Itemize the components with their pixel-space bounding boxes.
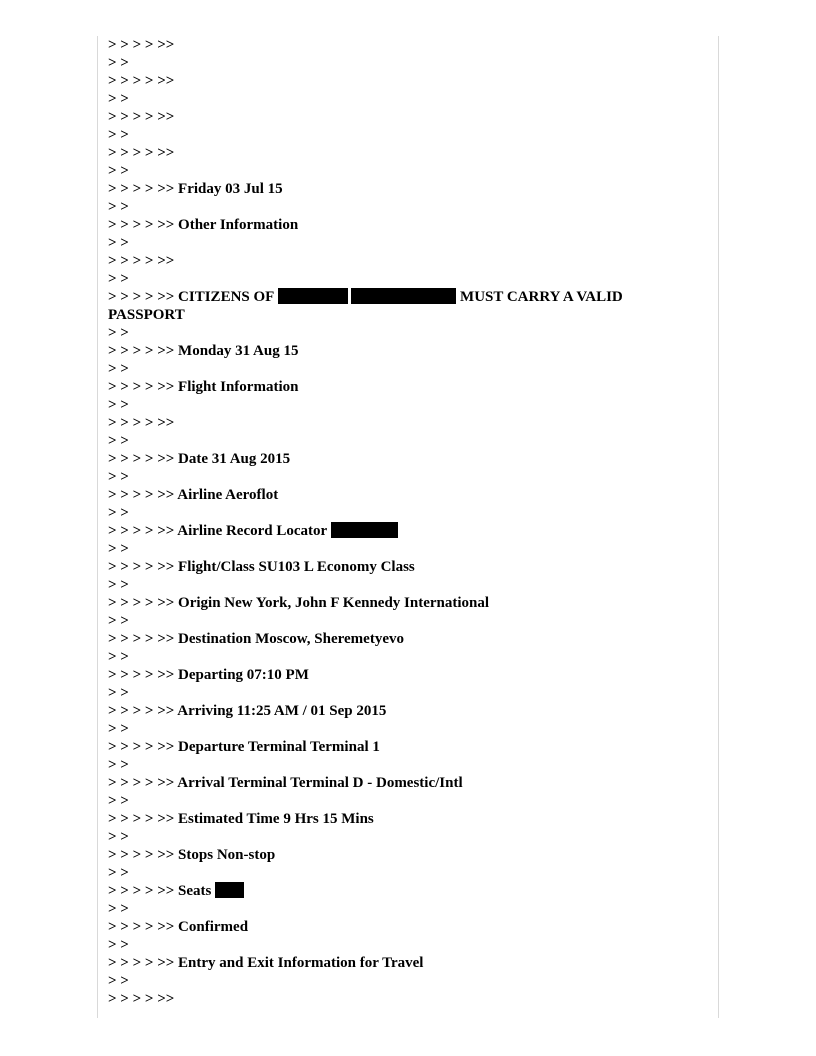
departing: Departing 07:10 PM	[178, 667, 309, 683]
quoted-line	[108, 576, 668, 594]
quoted-line	[108, 756, 668, 774]
quoted-line	[108, 252, 668, 270]
record-locator-label: Airline Record Locator	[177, 523, 327, 539]
destination: Destination Moscow, Sheremetyevo	[178, 631, 404, 647]
flight-date: Date 31 Aug 2015	[178, 451, 291, 467]
stops-line	[108, 846, 668, 864]
quote-marker: > >	[108, 235, 129, 251]
quote-marker: > >	[108, 469, 129, 485]
quote-marker: > >	[108, 163, 129, 179]
quoted-line	[108, 108, 668, 126]
quote-marker: > >	[108, 199, 129, 215]
flight-info-line	[108, 378, 668, 396]
quote-marker: > > > > >>	[108, 595, 175, 611]
citizens-prefix: CITIZENS OF	[178, 289, 274, 305]
stops: Stops Non-stop	[178, 847, 276, 863]
seats-line	[108, 882, 668, 900]
quote-marker: > > > > >>	[108, 217, 175, 233]
flight-class: Flight/Class SU103 L Economy Class	[178, 559, 415, 575]
arriving-line	[108, 702, 668, 720]
quote-marker: > > > > >>	[108, 37, 175, 53]
quote-marker: > > > > >>	[108, 343, 175, 359]
quote-marker: > >	[108, 721, 129, 737]
quote-marker: > > > > >>	[108, 145, 175, 161]
quote-marker: > >	[108, 685, 129, 701]
quote-marker: > > > > >>	[108, 253, 175, 269]
entry-exit-line	[108, 954, 668, 972]
citizens-suffix: MUST CARRY A VALID PASSPORT	[108, 289, 627, 323]
friday-date-line	[108, 180, 668, 198]
quote-marker: > >	[108, 937, 129, 953]
quote-marker: > >	[108, 55, 129, 71]
quote-marker: > > > > >>	[108, 523, 175, 539]
quote-marker: > > > > >>	[108, 883, 175, 899]
quote-marker: > > > > >>	[108, 451, 175, 467]
quote-marker: > >	[108, 865, 129, 881]
quoted-line	[108, 270, 668, 288]
quoted-line	[108, 864, 668, 882]
quote-marker: > >	[108, 361, 129, 377]
arriving: Arriving 11:25 AM / 01 Sep 2015	[177, 703, 387, 719]
quote-marker: > >	[108, 505, 129, 521]
quote-marker: > > > > >>	[108, 415, 175, 431]
quoted-line	[108, 612, 668, 630]
quote-marker: > >	[108, 793, 129, 809]
quoted-line	[108, 54, 668, 72]
quote-marker: > > > > >>	[108, 631, 175, 647]
quoted-line	[108, 972, 668, 990]
quote-marker: > > > > >>	[108, 919, 175, 935]
quote-marker: > > > > >>	[108, 559, 175, 575]
quote-marker: > >	[108, 577, 129, 593]
quote-marker: > >	[108, 127, 129, 143]
quoted-line	[108, 36, 668, 54]
arrival-terminal-line	[108, 774, 668, 792]
quoted-line	[108, 144, 668, 162]
other-info-heading: Other Information	[178, 217, 299, 233]
date-line	[108, 450, 668, 468]
redaction-block	[278, 288, 348, 304]
quote-marker: > >	[108, 973, 129, 989]
other-info-line	[108, 216, 668, 234]
quoted-line	[108, 684, 668, 702]
quoted-line	[108, 162, 668, 180]
record-locator-line	[108, 522, 668, 540]
flight-info-heading: Flight Information	[178, 379, 299, 395]
quoted-line	[108, 990, 668, 1008]
quote-marker: > > > > >>	[108, 811, 175, 827]
quote-marker: > > > > >>	[108, 991, 175, 1007]
quote-marker: > >	[108, 541, 129, 557]
redaction-block	[331, 522, 398, 538]
quote-marker: > > > > >>	[108, 181, 175, 197]
email-body	[108, 36, 668, 1008]
quoted-line	[108, 468, 668, 486]
quoted-line	[108, 900, 668, 918]
departing-line	[108, 666, 668, 684]
quote-marker: > > > > >>	[108, 289, 175, 305]
airline: Airline Aeroflot	[177, 487, 279, 503]
flight-class-line	[108, 558, 668, 576]
quote-marker: > > > > >>	[108, 847, 175, 863]
quote-marker: > > > > >>	[108, 955, 175, 971]
redaction-block	[215, 882, 244, 898]
quoted-line	[108, 504, 668, 522]
quoted-line	[108, 396, 668, 414]
quote-marker: > >	[108, 901, 129, 917]
seats-label: Seats	[178, 883, 212, 899]
arrival-terminal: Arrival Terminal Terminal D - Domestic/Intl	[177, 775, 463, 791]
quote-marker: > > > > >>	[108, 703, 175, 719]
quote-marker: > > > > >>	[108, 379, 175, 395]
origin: Origin New York, John F Kennedy International	[178, 595, 490, 611]
quote-marker: > >	[108, 613, 129, 629]
quote-marker: > >	[108, 271, 129, 287]
quote-marker: > > > > >>	[108, 73, 175, 89]
quoted-line	[108, 90, 668, 108]
estimated-time-line	[108, 810, 668, 828]
estimated-time: Estimated Time 9 Hrs 15 Mins	[178, 811, 374, 827]
quote-marker: > > > > >>	[108, 775, 175, 791]
quoted-line	[108, 126, 668, 144]
origin-line	[108, 594, 668, 612]
departure-terminal: Departure Terminal Terminal 1	[178, 739, 380, 755]
quoted-line	[108, 720, 668, 738]
quoted-line	[108, 72, 668, 90]
quote-marker: > >	[108, 829, 129, 845]
quoted-line	[108, 324, 668, 342]
confirmed-line	[108, 918, 668, 936]
destination-line	[108, 630, 668, 648]
redaction-block	[351, 288, 456, 304]
quote-marker: > >	[108, 649, 129, 665]
quote-marker: > >	[108, 757, 129, 773]
confirmed-status: Confirmed	[178, 919, 249, 935]
quote-marker: > > > > >>	[108, 487, 175, 503]
quote-marker: > >	[108, 433, 129, 449]
monday-date: Monday 31 Aug 15	[178, 343, 299, 359]
quote-marker: > >	[108, 397, 129, 413]
quote-marker: > > > > >>	[108, 739, 175, 755]
quoted-line	[108, 234, 668, 252]
quoted-line	[108, 792, 668, 810]
quoted-line	[108, 198, 668, 216]
quote-marker: > > > > >>	[108, 667, 175, 683]
quoted-line	[108, 432, 668, 450]
friday-date: Friday 03 Jul 15	[178, 181, 283, 197]
quoted-line	[108, 360, 668, 378]
quoted-line	[108, 414, 668, 432]
quoted-line	[108, 936, 668, 954]
citizens-notice-line	[108, 288, 668, 324]
quoted-line	[108, 648, 668, 666]
quoted-line	[108, 540, 668, 558]
quoted-line	[108, 828, 668, 846]
quote-marker: > >	[108, 91, 129, 107]
airline-line	[108, 486, 668, 504]
quote-marker: > > > > >>	[108, 109, 175, 125]
quote-marker: > >	[108, 325, 129, 341]
monday-date-line	[108, 342, 668, 360]
departure-terminal-line	[108, 738, 668, 756]
entry-exit-heading: Entry and Exit Information for Travel	[178, 955, 424, 971]
